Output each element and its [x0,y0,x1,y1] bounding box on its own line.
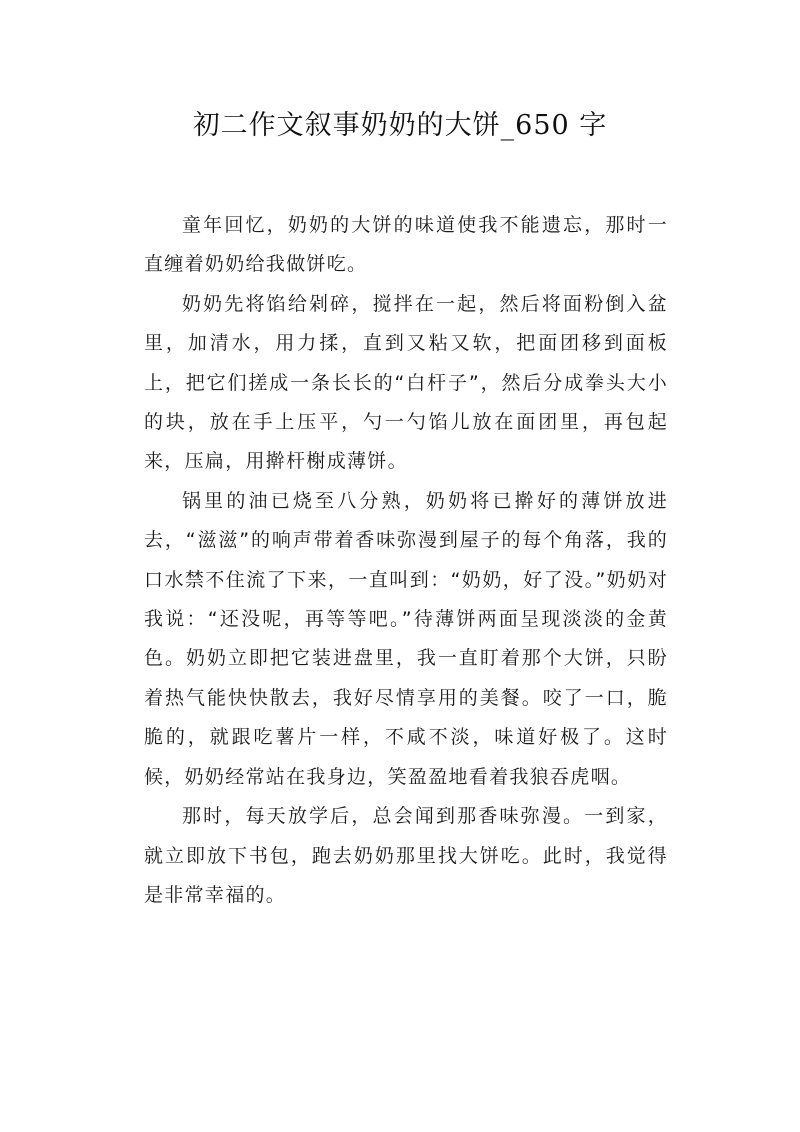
document-title: 初二作文叙事奶奶的大饼_650 字 [192,110,608,141]
paragraph-1: 童年回忆，奶奶的大饼的味道使我不能遗忘，那时一直缠着奶奶给我做饼吃。 [144,214,668,276]
document-body [144,206,668,915]
paragraph-4: 那时，每天放学后，总会闻到那香味弥漫。一到家，就立即放下书包，跑去奶奶那里找大饼吃。此时，我觉得是非常幸福的。 [144,805,668,906]
paragraph-3: 锅里的油已烧至八分熟，奶奶将已擀好的薄饼放进去，“滋滋”的响声带着香味弥漫到屋子的每个角落，我的口水禁不住流了下来，一直叫到：“奶奶，好了没。”奶奶对我说：“还没呢，再等等吧。”待薄饼两面呈现淡淡的金黄色。奶奶立即把它装进盘里，我一直盯着那个大饼，只盼着热气能快快散去，我好尽情享用的美餐。咬了一口，脆脆的，就跟吃薯片一样，不咸不淡，味道好极了。这时候，奶奶经常站在我身边，笑盈盈地看着我狼吞虎咽。 [144,489,668,788]
paragraph-2: 奶奶先将馅给剁碎，搅拌在一起，然后将面粉倒入盆里，加清水，用力揉，直到又粘又软，把面团移到面板上，把它们搓成一条长长的“白杆子”，然后分成拳头大小的块，放在手上压平，勺一勺馅儿放在面团里，再包起来，压扁，用擀杆榭成薄饼。 [144,292,668,473]
